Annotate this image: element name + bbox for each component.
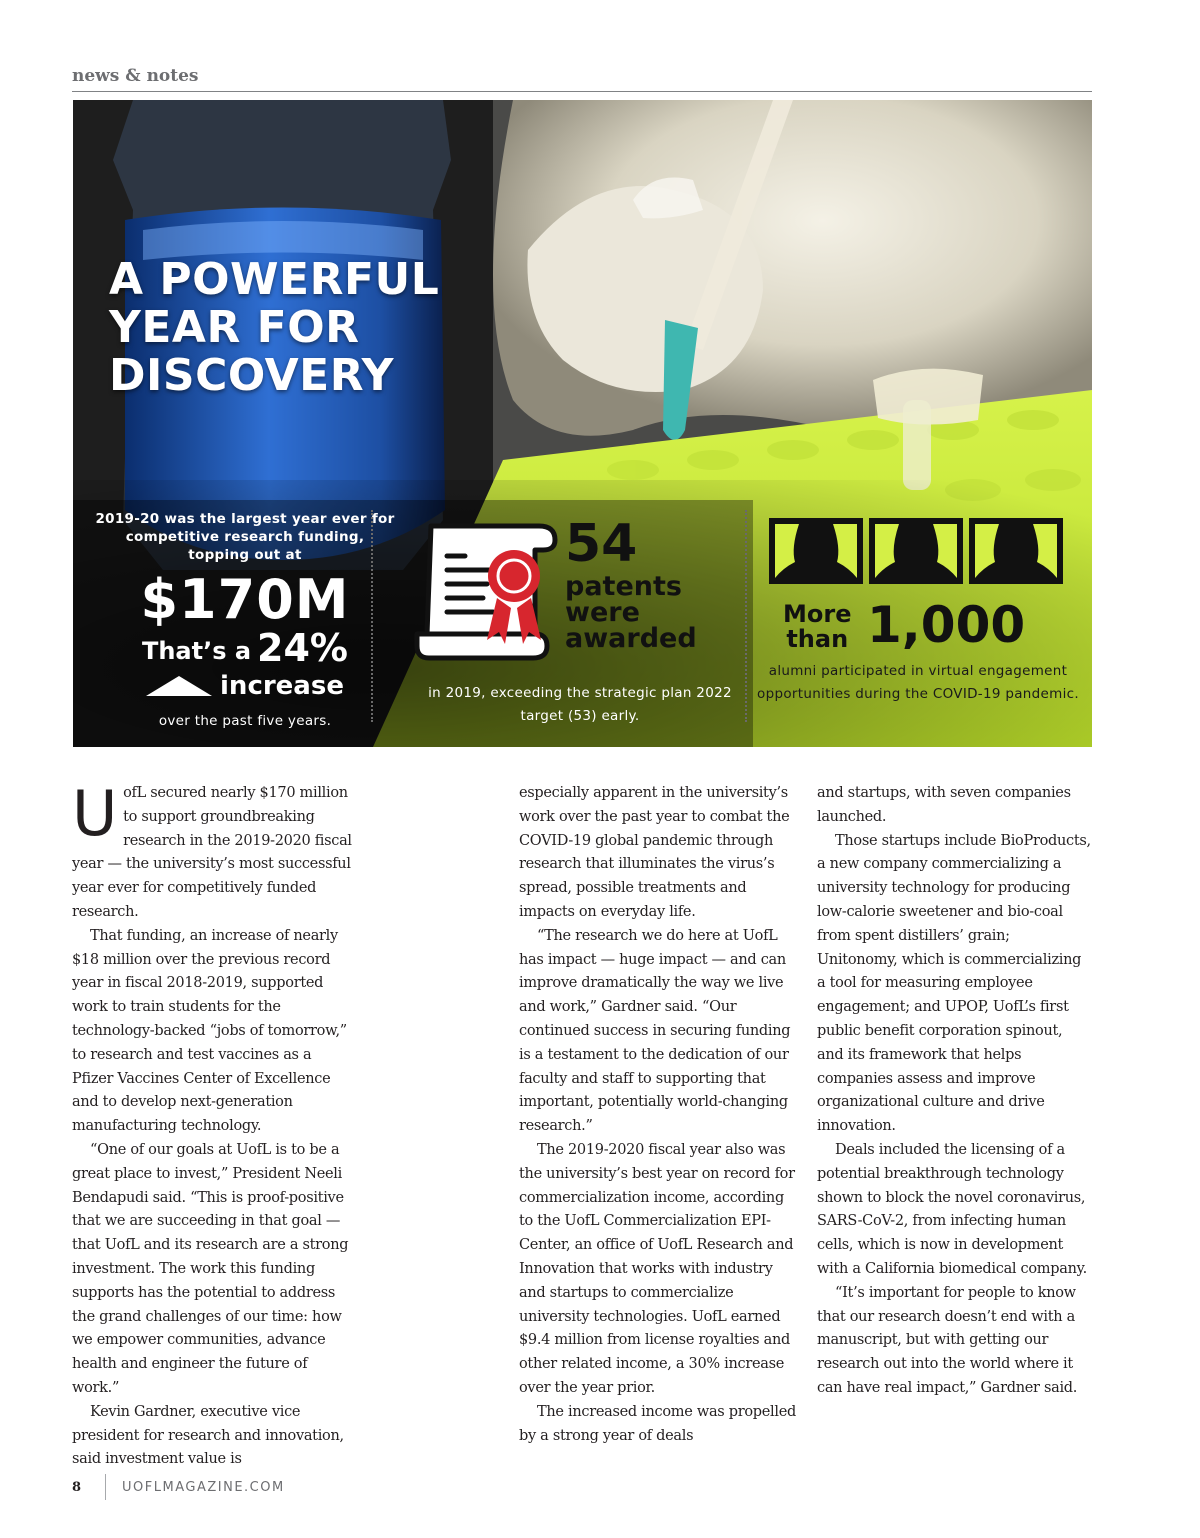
alumni-footer: alumni participated in virtual engagement opportunities during the COVID-19 pandemic. (757, 663, 1079, 702)
alumni-more-line: More (783, 600, 852, 628)
patents-number: 54 (565, 514, 638, 574)
article-paragraph: and startups, with seven companies launched. (817, 785, 1071, 825)
patent-certificate-icon (409, 516, 559, 666)
stat-alumni (757, 510, 1079, 740)
stat-patents (405, 510, 745, 740)
up-triangle-icon (146, 676, 212, 696)
article-paragraph: The increased income was propelled by a strong year of deals (519, 1403, 796, 1444)
funding-amount: $170M (140, 568, 350, 631)
patents-desc-line: patents (565, 571, 682, 602)
patents-desc-line: were (565, 597, 640, 628)
alumni-number: 1,000 (867, 596, 1026, 654)
page-number: 8 (72, 1479, 82, 1495)
article-paragraph: “It’s important for people to know that our research doesn’t end with a manuscript, but with getting our research out into the world where it can have real impact,” Gardner said. (817, 1284, 1078, 1396)
patents-desc-line: awarded (565, 623, 697, 654)
alumni-more-than (783, 602, 851, 652)
article-paragraph: “One of our goals at UofL is to be a great place to invest,” President Neeli Bendapudi said. “This is proof-positive that we are succeeding in that goal — that UofL and its research are a strong investment. The work this funding supports has the potential to address the grand challenges of our time: how we empower communities, advance health and engineer the future of work.” (72, 1141, 349, 1396)
article-column-3 (817, 782, 1093, 1401)
hero-headline (109, 256, 439, 400)
footer-separator (105, 1474, 106, 1500)
article-paragraph: That funding, an increase of nearly $18 million over the previous record year in fiscal 2018-2019, supported work to train students for the technology-backed “jobs of tomorrow,” to research and test vaccines as a Pfizer Vaccines Center of Excellence and to develop next-generation manufacturing technology. (72, 927, 347, 1135)
stat-divider (371, 510, 373, 722)
article-paragraph: especially apparent in the university’s work over the past year to combat the COVID-19 global pandemic through research that illuminates the virus’s spread, possible treatments and impacts on everyday life. (519, 785, 790, 920)
article-paragraph: The 2019-2020 fiscal year also was the university’s best year on record for commercialization income, according to the UofL Commercialization EPI-Center, an office of UofL Research and Innovation that works with industry and startups to commercialize university technologies. UofL earned $9.4 million from license royalties and other related income, a 30% increase over the year prior. (519, 1141, 795, 1396)
drop-cap: U (72, 777, 118, 850)
funding-increase-label: increase (220, 671, 344, 701)
hero-photo (73, 100, 1092, 747)
funding-intro: 2019-20 was the largest year ever for competitive research funding, topping out at (95, 511, 395, 563)
article-paragraph: Those startups include BioProducts, a new company commercializing a university technology for producing low-calorie sweetener and bio-coal from spent distillers’ grain; Unitonomy, which is commercializing a tool for measuring employee engagement; and UPOP, UofL’s first public benefit corporation spinout, and its framework that helps companies assess and improve organizational culture and drive innovation. (817, 832, 1091, 1135)
page-footer (72, 1474, 285, 1500)
section-label: news & notes (72, 66, 199, 86)
funding-increase-line (95, 669, 395, 703)
funding-pct: 24% (257, 626, 349, 670)
headline-line: DISCOVERY (109, 350, 395, 401)
headline-line: YEAR FOR (109, 302, 360, 353)
article-column-2 (519, 782, 799, 1448)
article-paragraph (72, 777, 352, 925)
patents-footer: in 2019, exceeding the strategic plan 2022 target (53) early. (428, 685, 732, 724)
paragraph-text: ofL secured nearly $170 million to support groundbreaking research in the 2019-2020 fiscal year — the university’s most successful year ever for competitively funded research. (72, 785, 352, 920)
alumni-more-line: than (786, 625, 849, 653)
patents-desc (565, 571, 697, 654)
funding-footer: over the past five years. (158, 713, 332, 729)
funding-pct-line (95, 626, 395, 670)
stat-divider (745, 510, 747, 722)
alumni-silhouettes-icon (769, 518, 1065, 584)
article-paragraph: “The research we do here at UofL has impact — huge impact — and can improve dramatically the way we live and work,” Gardner said. “Our continued success in securing funding is a testament to the dedication of our faculty and staff to supporting that important, potentially world-changing research.” (519, 927, 791, 1135)
article-paragraph: Kevin Gardner, executive vice president for research and innovation, said investment value is (72, 1403, 344, 1468)
headline-line: A POWERFUL (109, 254, 440, 305)
header-rule (72, 91, 1092, 92)
article-column-1 (72, 777, 352, 1472)
stat-funding (95, 510, 395, 729)
article-paragraph: Deals included the licensing of a potential breakthrough technology shown to block the novel coronavirus, SARS-CoV-2, from infecting human cells, which is now in development with a California biomedical company. (817, 1141, 1087, 1277)
funding-pct-prefix: That’s a (141, 637, 252, 665)
footer-site-link[interactable]: UOFLMAGAZINE.COM (122, 1479, 285, 1495)
